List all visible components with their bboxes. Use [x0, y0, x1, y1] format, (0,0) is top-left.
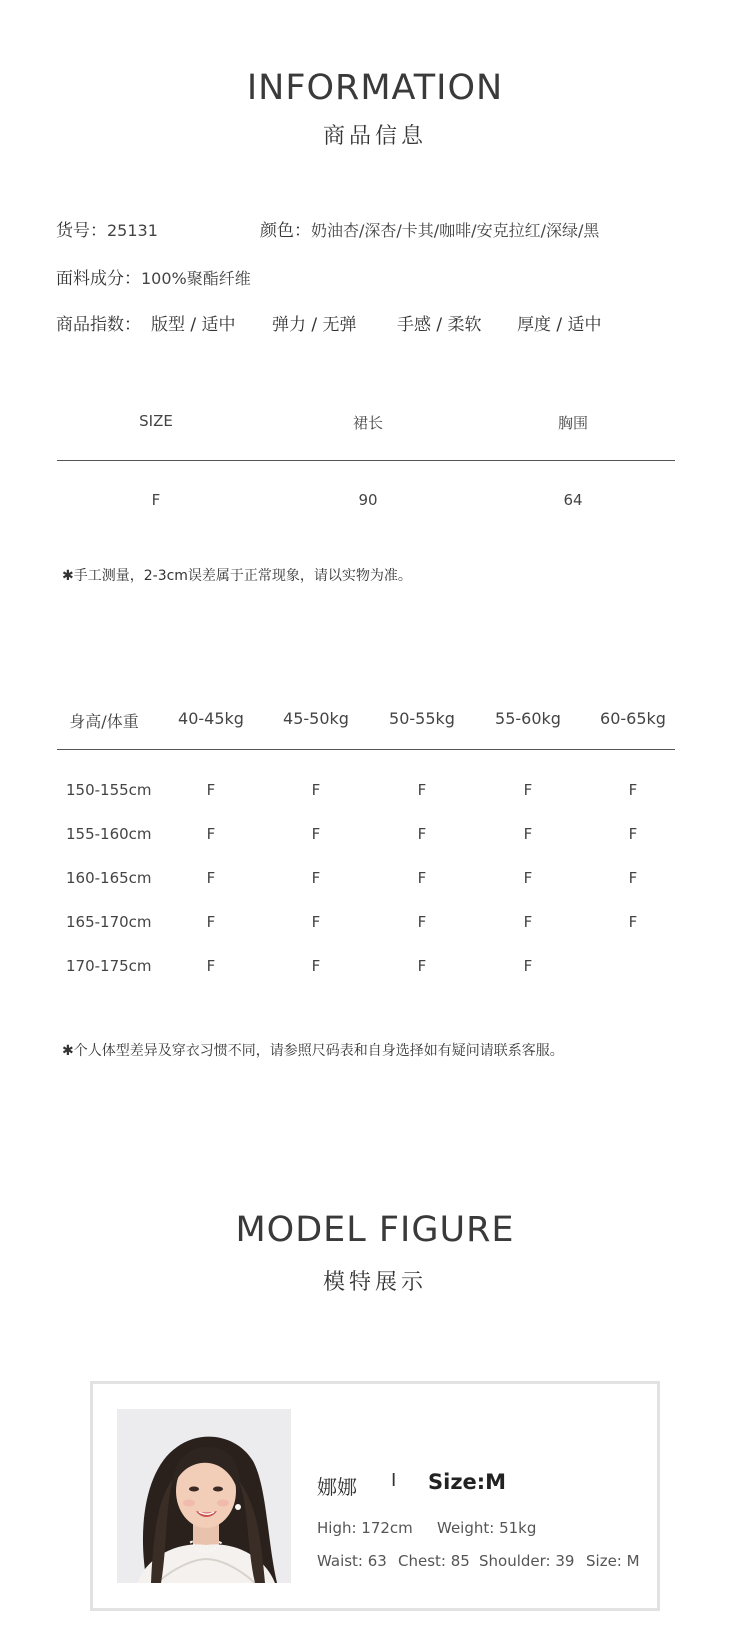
fit-table-cell: F [628, 781, 638, 799]
fit-table-header-55-60: 55-60kg [495, 709, 561, 728]
model-figure-title: MODEL FIGURE [235, 1210, 515, 1250]
fit-table-cell: F [206, 869, 216, 887]
fit-table-header-height-weight: 身高/体重 [69, 712, 139, 731]
model-size: Size: M [586, 1552, 640, 1570]
index-hand-feel: 手感 / 柔软 [397, 315, 482, 335]
index-thickness: 厚度 / 适中 [517, 315, 602, 335]
fit-table-header-50-55: 50-55kg [389, 709, 455, 728]
fit-table-cell: F [311, 825, 321, 843]
fit-table-cell: F [523, 869, 533, 887]
index-elasticity: 弹力 / 无弹 [272, 315, 357, 335]
fit-table-cell: F [417, 825, 427, 843]
fit-table-row-label: 150-155cm [66, 781, 152, 799]
fit-table-cell: F [417, 957, 427, 975]
fit-table-cell: F [311, 869, 321, 887]
model-shoulder: Shoulder: 39 [479, 1552, 575, 1570]
index-label: 商品指数： [56, 315, 141, 335]
model-waist: Waist: 63 [317, 1552, 387, 1570]
model-figure-subtitle: 模特展示 [322, 1270, 427, 1295]
fit-table-cell: F [311, 957, 321, 975]
fit-table-row-label: 160-165cm [66, 869, 152, 887]
fabric-value: 100%聚酯纤维 [141, 269, 251, 288]
model-chest: Chest: 85 [398, 1552, 470, 1570]
fabric-line [56, 264, 251, 289]
fit-table-cell: F [206, 957, 216, 975]
measurement-note: ✱手工测量，2-3cm误差属于正常现象，请以实物为准。 [62, 568, 412, 584]
fit-table-cell: F [417, 869, 427, 887]
fit-table-cell: F [628, 869, 638, 887]
fit-table-header-45-50: 45-50kg [283, 709, 349, 728]
size-table-cell-size: F [151, 491, 161, 509]
size-table-cell-length: 90 [358, 491, 378, 509]
model-size-label: Size:M [428, 1470, 507, 1494]
fabric-label: 面料成分： [56, 269, 141, 289]
fit-table-cell: F [206, 781, 216, 799]
fit-table-cell: F [417, 781, 427, 799]
fit-table-cell: F [628, 825, 638, 843]
model-weight: Weight: 51kg [437, 1519, 537, 1537]
color-value: 奶油杏/深杏/卡其/咖啡/安克拉红/深绿/黑 [311, 221, 600, 240]
fit-note: ✱个人体型差异及穿衣习惯不同，请参照尺码表和自身选择如有疑问请联系客服。 [62, 1043, 564, 1059]
size-table-header-bust: 胸围 [557, 414, 588, 432]
fit-table-cell: F [523, 957, 533, 975]
fit-table-header-60-65: 60-65kg [600, 709, 666, 728]
fit-table-cell: F [311, 913, 321, 931]
fit-table-cell: F [523, 825, 533, 843]
color-label: 颜色： [260, 221, 311, 241]
fit-table-divider [57, 749, 675, 750]
index-fit: 版型 / 适中 [151, 315, 236, 335]
model-name-separator: I [391, 1470, 397, 1491]
fit-table-row-label: 165-170cm [66, 913, 152, 931]
fit-table-cell: F [523, 913, 533, 931]
information-title: INFORMATION [246, 68, 504, 108]
item-number-label: 货号： [56, 221, 107, 241]
fit-table-cell: F [523, 781, 533, 799]
fit-table-header-40-45: 40-45kg [178, 709, 244, 728]
size-table-divider [57, 460, 675, 461]
size-table-cell-bust: 64 [563, 491, 583, 509]
item-number-value: 25131 [107, 221, 158, 240]
fit-table-cell: F [206, 913, 216, 931]
model-portrait-image [117, 1409, 291, 1583]
fit-table-cell: F [311, 781, 321, 799]
fit-table-cell: F [206, 825, 216, 843]
item-number-line [56, 216, 158, 241]
fit-table-cell: F [628, 913, 638, 931]
fit-table-row-label: 155-160cm [66, 825, 152, 843]
size-table-header-length: 裙长 [352, 414, 383, 432]
fit-table-row-label: 170-175cm [66, 957, 152, 975]
color-line [260, 216, 599, 241]
information-subtitle: 商品信息 [322, 124, 427, 149]
model-height: High: 172cm [317, 1519, 413, 1537]
size-table-header-size: SIZE [139, 412, 173, 430]
model-name: 娜娜 [317, 1475, 357, 1499]
fit-table-cell: F [417, 913, 427, 931]
model-photo [117, 1409, 291, 1583]
